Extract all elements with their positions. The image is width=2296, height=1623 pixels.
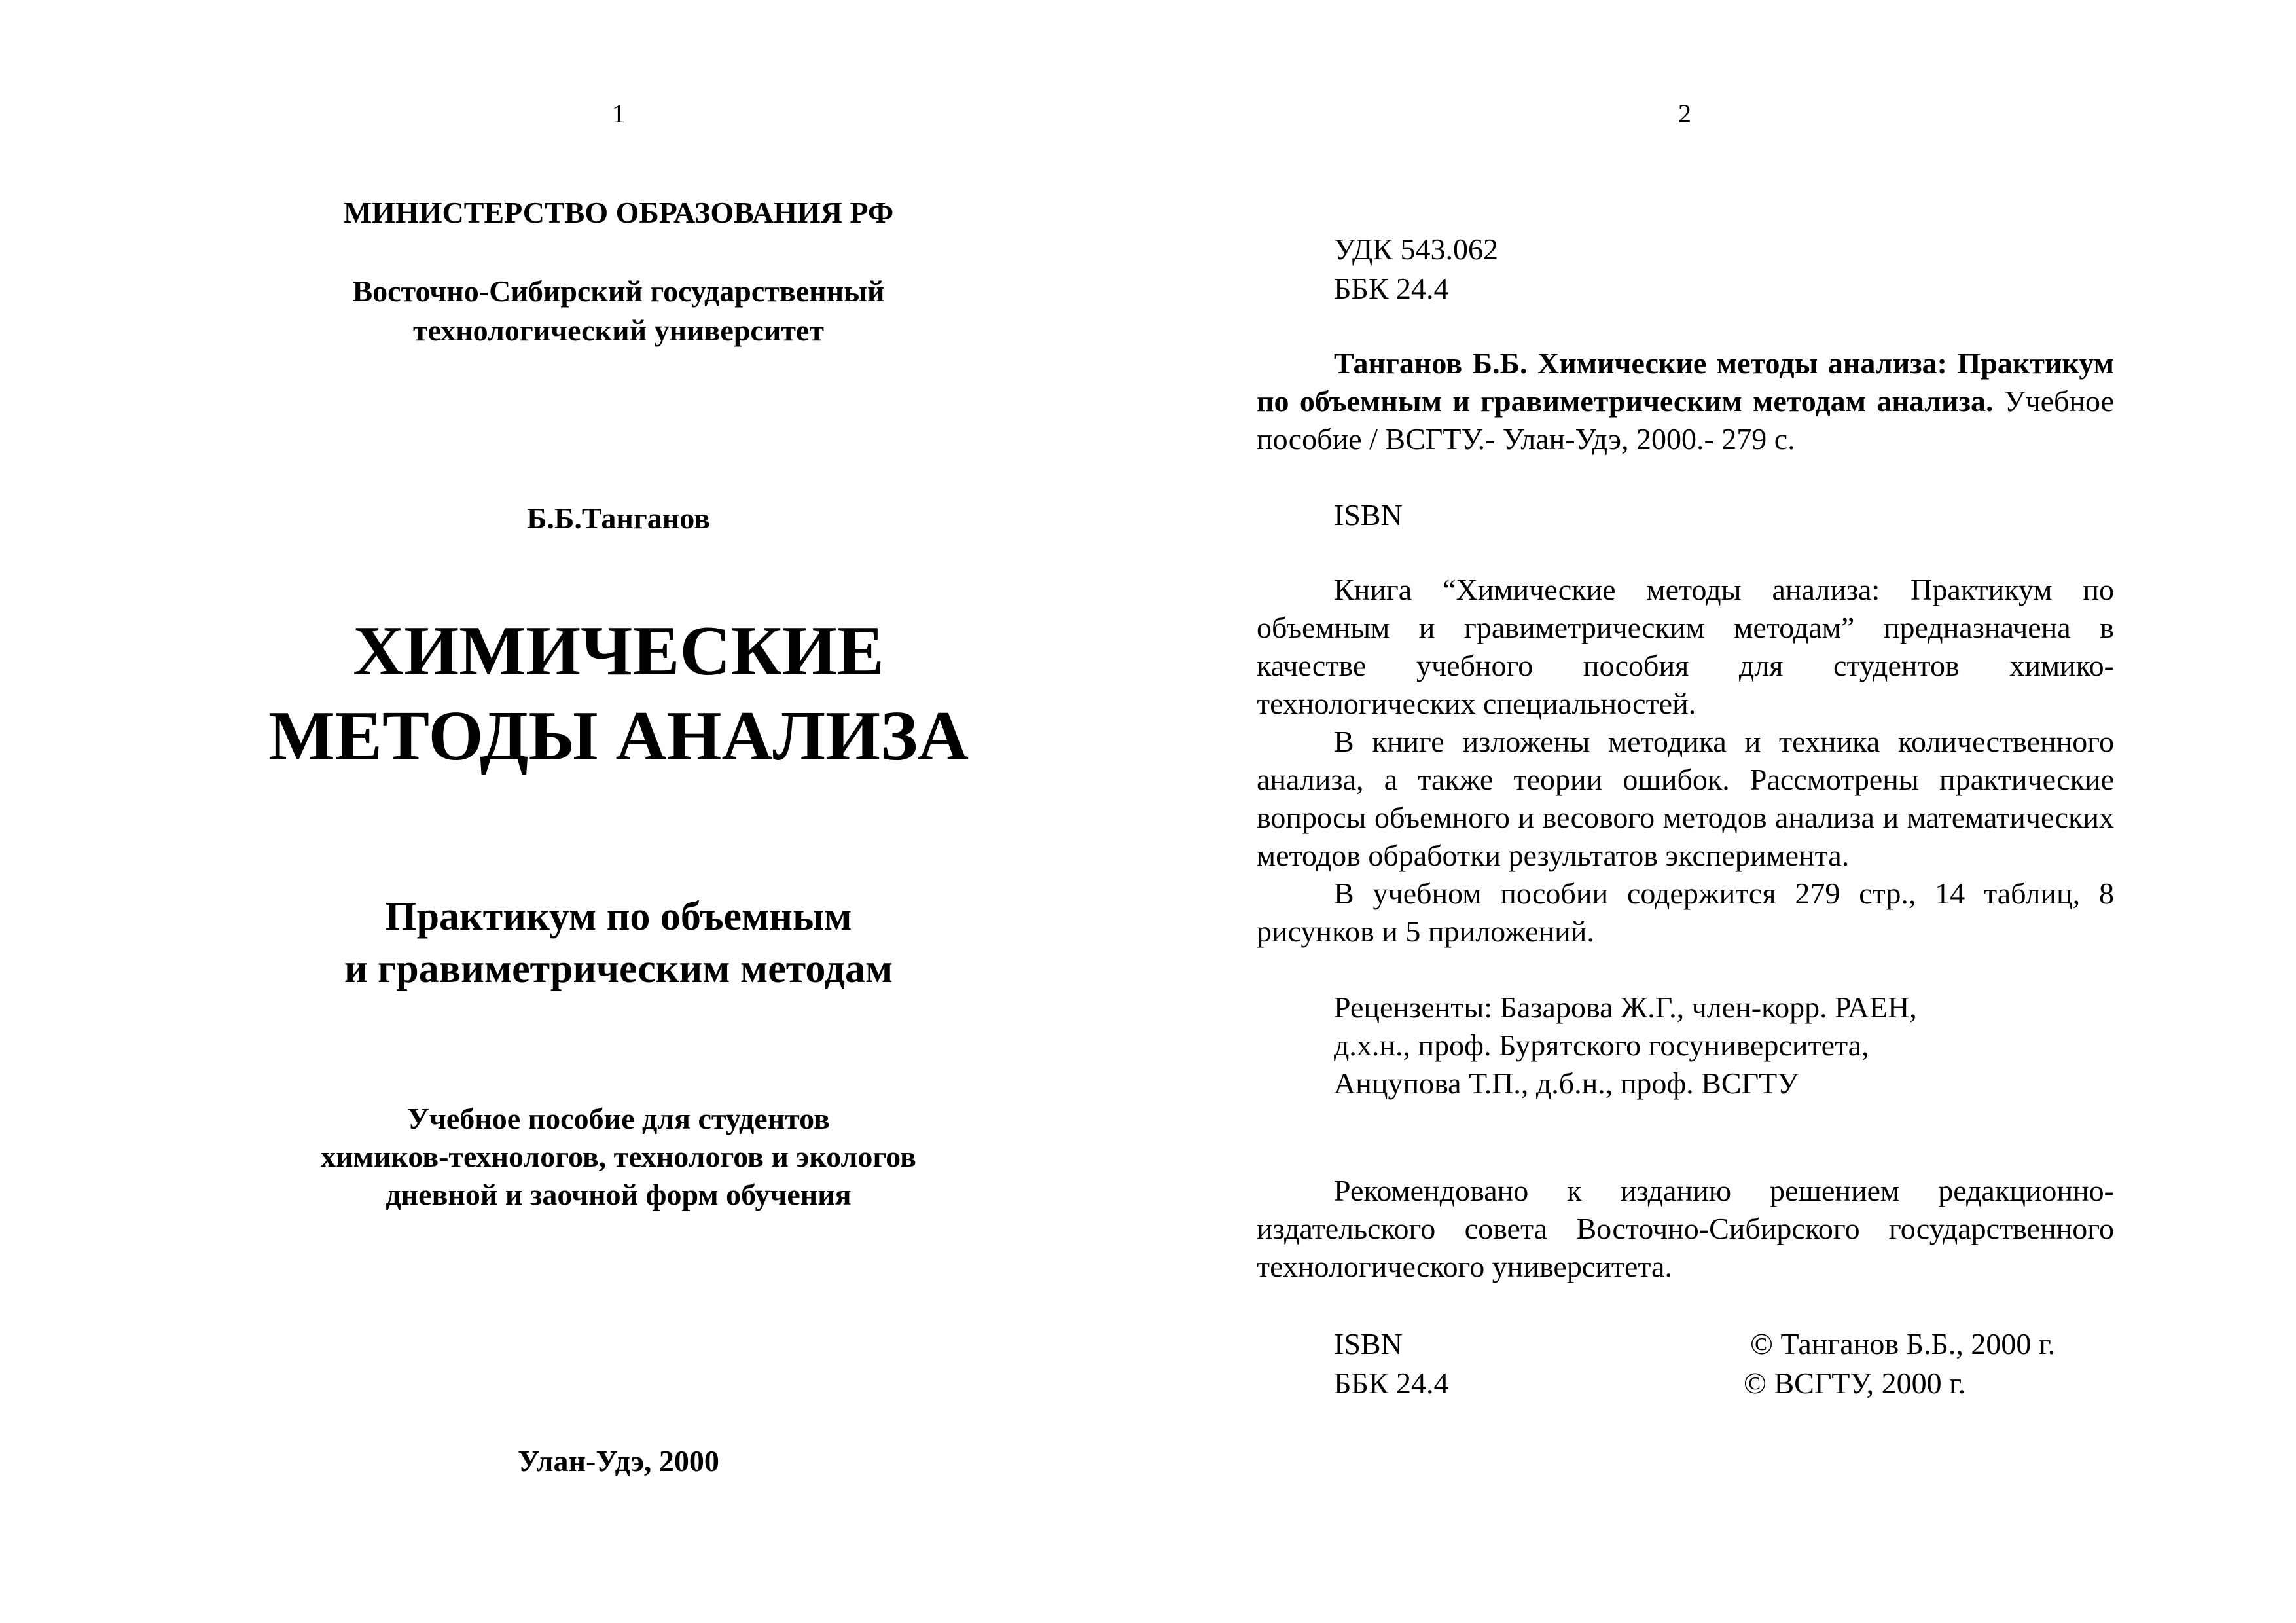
book-title-line: МЕТОДЫ АНАЛИЗА [268,697,969,775]
book-subtitle [0,890,1237,995]
university-name [0,272,1237,350]
description-paragraph: В книге изложены методика и техника количественного анализа, а также теории ошибок. Рассмотрены практические вопросы объемного и весового методов анализа и математических методов обработки результатов эксперимента. [1257,725,2114,872]
book-title [0,609,1237,779]
copyright-university: © ВСГТУ, 2000 г. [1744,1366,1966,1400]
book-subtitle-line: и гравиметрическим методам [344,947,893,991]
isbn-bottom: ISBN [1334,1327,1403,1360]
udc-code: УДК 543.062 [1334,232,1498,266]
reviewers-line: Рецензенты: Базарова Ж.Г., член-корр. РАЕН, [1334,991,1917,1024]
reviewers-line: Анцупова Т.П., д.б.н., проф. ВСГТУ [1334,1067,1799,1100]
reviewers [1334,989,1917,1103]
ministry-heading: МИНИСТЕРСТВО ОБРАЗОВАНИЯ РФ [343,196,894,229]
description-paragraph: Книга “Химические методы анализа: Практикум по объемным и гравиметрическим методам” предназначена в качестве учебного пособия для студентов химико-технологических специальностей. [1257,573,2114,720]
university-line: технологический университет [413,314,824,347]
publication-recommendation: Рекомендовано к изданию решением редакционно-издательского совета Восточно-Сибирского государственного технологического университета. [1257,1174,2114,1283]
citation-bold: Танганов Б.Б. Химические методы анализа: Практикум по объемным и гравиметрическим методам анализа. [1257,346,2114,418]
book-description [1257,571,2114,951]
purpose-line: Учебное пособие для студентов [407,1102,830,1135]
citation-normal: Учебное пособие / ВСГТУ.- Улан-Удэ, 2000.- 279 с. [1257,384,2114,456]
description-paragraph: В учебном пособии содержится 279 стр., 14 таблиц, 8 рисунков и 5 приложений. [1257,877,2114,948]
purpose-line: химиков-технологов, технологов и экологов [321,1140,916,1173]
reviewers-line: д.х.н., проф. Бурятского госуниверситета, [1334,1029,1869,1062]
author-name: Б.Б.Танганов [527,501,710,535]
university-line: Восточно-Сибирский государственный [352,274,885,308]
bibliographic-citation [1257,344,2114,458]
page-number-right: 2 [1678,99,1691,128]
book-title-line: ХИМИЧЕСКИЕ [353,612,884,690]
isbn-top: ISBN [1334,498,1403,532]
city-year: Улан-Удэ, 2000 [518,1444,719,1478]
copyright-author: © Танганов Б.Б., 2000 г. [1750,1327,2056,1360]
bbk-code: ББК 24.4 [1334,272,1449,305]
book-purpose [0,1100,1237,1214]
book-subtitle-line: Практикум по объемным [385,894,852,939]
page-number-left: 1 [612,99,625,128]
purpose-line: дневной и заочной форм обучения [386,1178,852,1211]
bbk-bottom: ББК 24.4 [1334,1366,1449,1400]
